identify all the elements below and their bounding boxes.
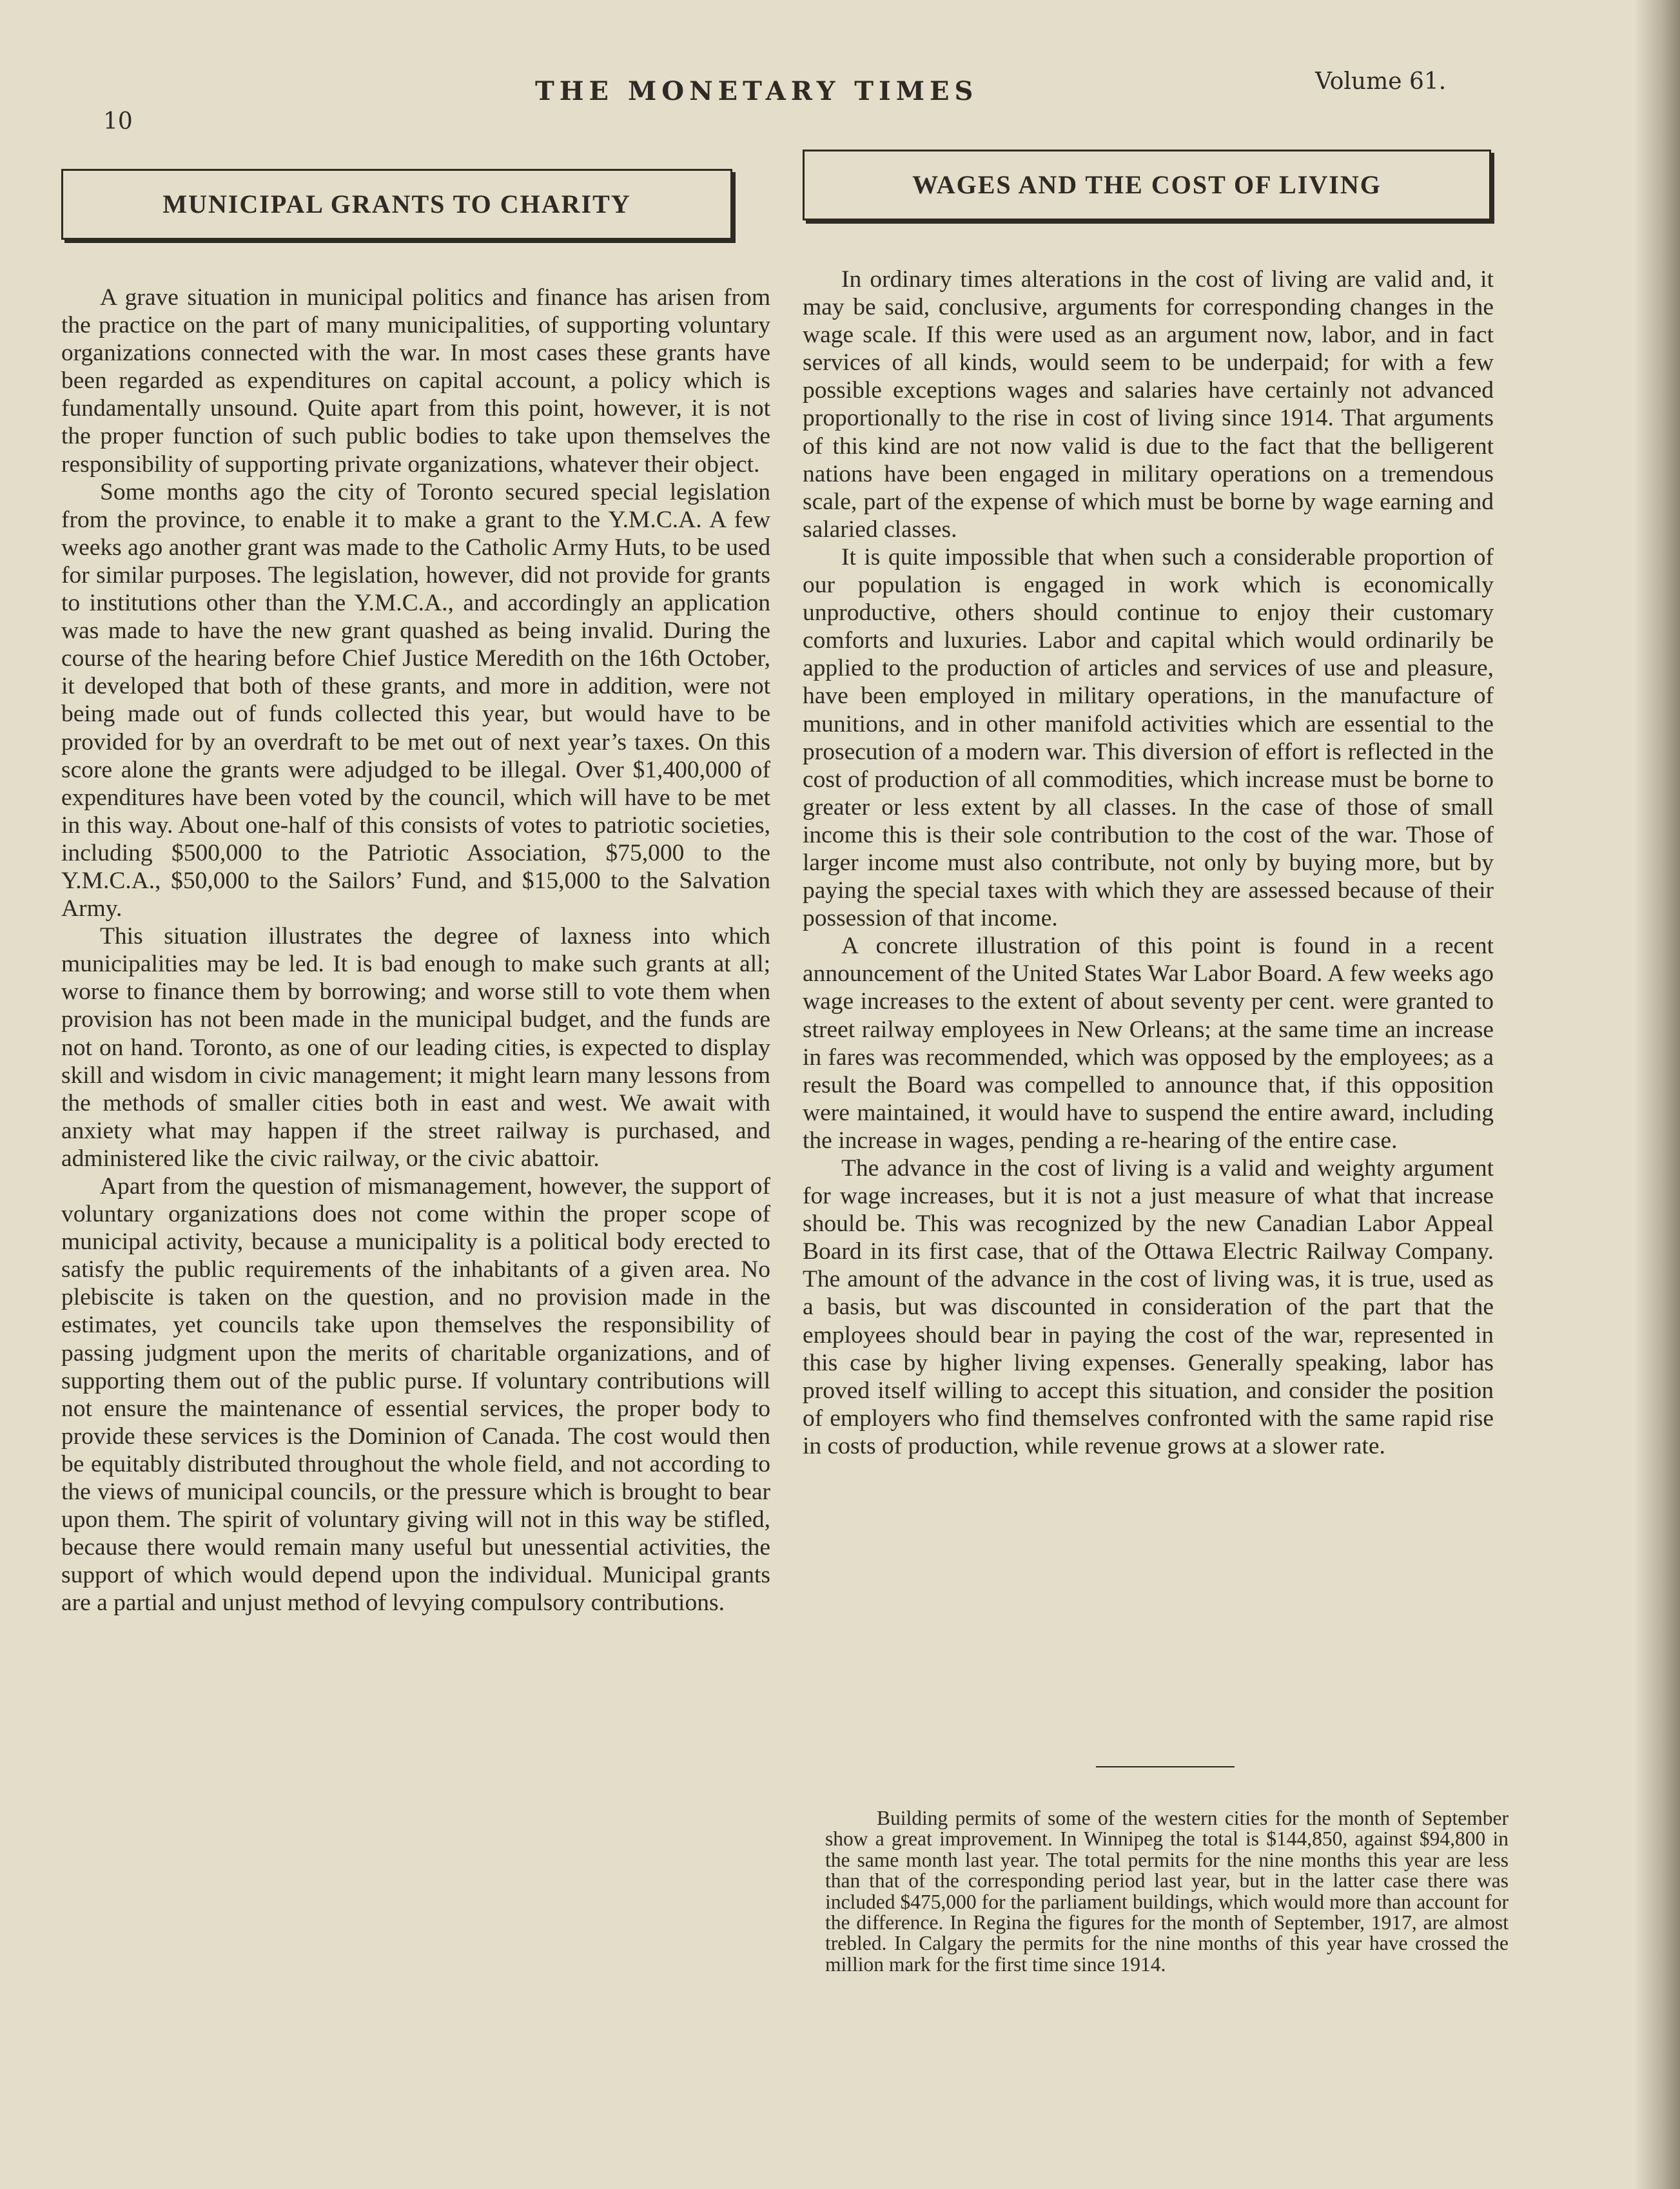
left-article [61,169,770,1617]
right-article [803,150,1494,1460]
right-article-body [803,266,1494,1460]
article-paragraph: This situation illustrates the degree of laxness into which municipalities may be led. It is bad enough to make such grants at all; worse to finance them by borrowing; and worse still to vote them when provision has not been made in the municipal budget, and the funds are not on hand. Toronto, as one of our leading cities, is expected to display skill and wisdom in civic management; it might learn many lessons from the methods of smaller cities both in east and west. We await with anxiety what may happen if the street railway is purchased, and administered like the civic railway, or the civic abattoir. [61,923,770,1172]
article-paragraph: The advance in the cost of living is a valid and weighty argument for wage increases, but it is not a just measure of what that increase should be. This was recognized by the new Canadian Labor Appeal Board in its first case, that of the Ottawa Electric Railway Company. The amount of the advance in the cost of living was, it is true, used as a basis, but was discounted in consideration of the part that the employees should bear in paying the cost of the war, represented in this case by higher living expenses. Generally speaking, labor has proved itself willing to accept this situation, and consider the position of employers who find themselves confronted with the same rapid rise in costs of production, while revenue grows at a slower rate. [803,1155,1494,1459]
building-permits-note: Building permits of some of the western cities for the month of September show a great improvement. In Winnipeg the total is $144,850, against $94,800 in the same month last year. The total permits for the nine months this year are less than that of the corresponding period last year, but in the latter case there was included $475,000 for the parliament buildings, which would more than account for the difference. In Regina the figures for the month of September, 1917, are almost trebled. In Calgary the permits for the nine months of this year have crossed the million mark for the first time since 1914. [825,1807,1509,1976]
article-paragraph: In ordinary times alterations in the cost of living are valid and, it may be said, conclusive, arguments for corresponding changes in the wage scale. If this were used as an argument now, labor, and in fact services of all kinds, would seem to be underpaid; for with a few possible exceptions wages and salaries have certainly not advanced proportionally to the rise in cost of living since 1914. That arguments of this kind are not now valid is due to the fact that the belligerent nations have been engaged in military operations on a tremendous scale, part of the expense of which must be borne by wage earning and salaried classes. [803,266,1494,543]
article-paragraph: It is quite impossible that when such a considerable proportion of our population is engaged in work which is economically unproductive, others should continue to enjoy their customary comforts and luxuries. Labor and capital which would ordinarily be applied to the production of articles and services of use and pleasure, have been employed in military operations, in the manufacture of munitions, and in other manifold activities which are essential to the prosecution of a modern war. This diversion of effort is reflected in the cost of production of all commodities, which increase must be borne to greater or less extent by all classes. In the case of those of small income this is their sole contribution to the cost of the war. Those of larger income must also contribute, not only by buying more, but by paying the special taxes with which they are assessed because of their possession of that income. [803,543,1494,932]
article-paragraph: A concrete illustration of this point is found in a recent announcement of the United States War Labor Board. A few weeks ago wage increases to the extent of about seventy per cent. were granted to street railway employees in New Orleans; at the same time an increase in fares was recommended, which was opposed by the employees; as a result the Board was compelled to announce that, if this opposition were maintained, it would have to suspend the entire award, including the increase in wages, pending a re-hearing of the entire case. [803,933,1494,1154]
article-paragraph: Some months ago the city of Toronto secured special legislation from the province, to enable it to make a grant to the Y.M.C.A. A few weeks ago another grant was made to the Catholic Army Huts, to be used for similar purposes. The legislation, however, did not provide for grants to institutions other than the Y.M.C.A., and accordingly an application was made to have the new grant quashed as being invalid. During the course of the hearing before Chief Justice Meredith on the 16th October, it developed that both of these grants, and more in addition, were not being made out of funds collected this year, but would have to be provided for by an overdraft to be met out of next year’s taxes. On this score alone the grants were adjudged to be illegal. Over $1,400,000 of expenditures have been voted by the council, which will have to be met in this way. About one-half of this consists of votes to patriotic societies, including $500,000 to the Patriotic Association, $75,000 to the Y.M.C.A., $50,000 to the Sailors’ Fund, and $15,000 to the Salvation Army. [61,478,770,922]
left-article-title: MUNICIPAL GRANTS TO CHARITY [61,169,732,240]
section-divider [1096,1766,1235,1767]
publication-title: THE MONETARY TIMES [535,76,979,106]
right-article-title: WAGES AND THE COST OF LIVING [803,150,1491,220]
article-paragraph: A grave situation in municipal politics and finance has arisen from the practice on the part of many municipalities, of supporting voluntary organizations connected with the war. In most cases these grants have been regarded as expenditures on capital account, a policy which is fundamentally unsound. Quite apart from this point, however, it is not the proper function of such public bodies to take upon themselves the responsibility of supporting private organizations, whatever their object. [61,284,770,478]
article-paragraph: Apart from the question of mismanagement, however, the support of voluntary organizations does not come within the proper scope of municipal activity, because a municipality is a political body erected to satisfy the public requirements of the inhabitants of a given area. No plebiscite is taken on the question, and no provision made in the estimates, yet councils take upon themselves the responsibility of passing judgment upon the merits of charitable organizations, and of supporting them out of the public purse. If voluntary contributions will not ensure the maintenance of essential services, the proper body to provide these services is the Dominion of Canada. The cost would then be equitably distributed throughout the whole field, and not according to the views of municipal councils, or the pressure which is brought to bear upon them. The spirit of voluntary giving will not in this way be stifled, because there would remain many useful but unessential activities, the support of which would depend upon the individual. Municipal grants are a partial and unjust method of levying compulsory contributions. [61,1173,770,1617]
left-article-body [61,284,770,1617]
page-edge-shadow [1635,0,1680,2189]
page-number: 10 [103,108,133,135]
volume-label: Volume 61. [1315,68,1447,95]
